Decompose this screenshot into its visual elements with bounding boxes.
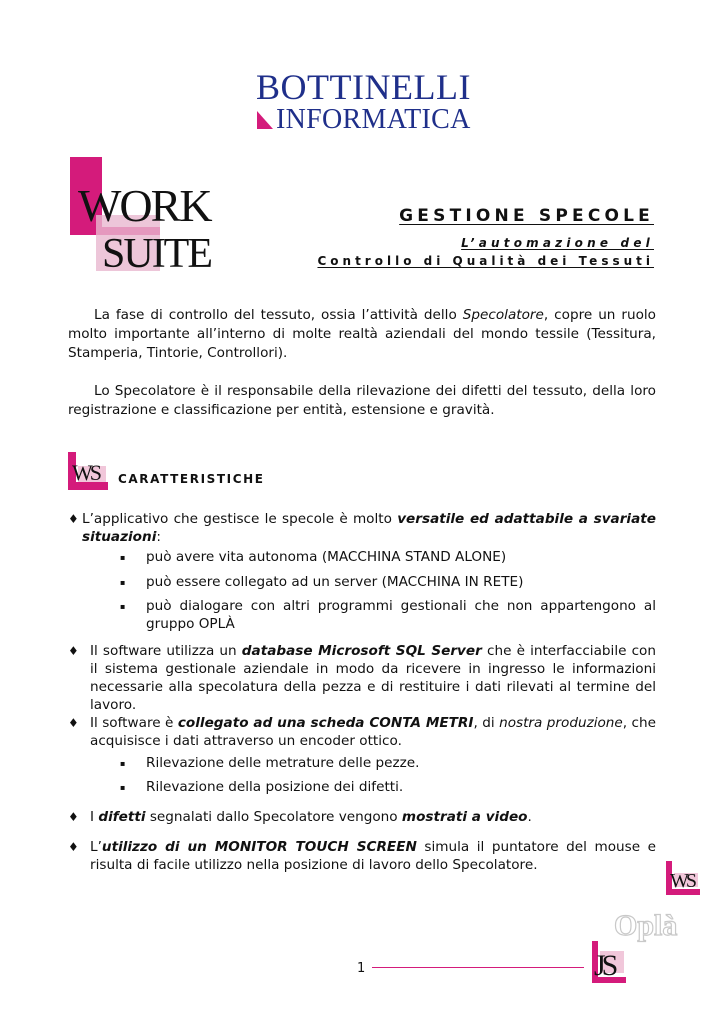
ws-section-icon-text: WS [72, 460, 99, 485]
worksuite-logo [68, 155, 230, 273]
footer-divider [372, 967, 584, 968]
section-title: CARATTERISTICHE [118, 472, 265, 486]
opla-logo-text: Oplà [614, 909, 678, 942]
feature-item: ♦ L’applicativo che gestisce le specole è molto versatile ed adattabile a svariate situazioni: [68, 511, 656, 545]
square-bullet-icon: ▪ [120, 602, 126, 611]
diamond-bullet-icon: ♦ [68, 840, 79, 854]
worksuite-word1: WORK [78, 180, 211, 231]
brand-name: BOTTINELLI [256, 67, 471, 107]
sub-list-item: ▪ Rilevazione delle metrature delle pezze. [120, 755, 420, 771]
feature-item: ♦ Il software è collegato ad una scheda CONTA METRI, di nostra produzione, che acquisisce i dati attraverso un encoder ottico. [68, 715, 656, 749]
diamond-bullet-icon: ♦ [68, 512, 79, 526]
square-bullet-icon: ▪ [120, 553, 126, 562]
page-number: 1 [357, 961, 366, 976]
sub-list-item: ▪ Rilevazione della posizione dei difetti. [120, 779, 404, 795]
page-subtitle-1: L’automazione del [461, 236, 654, 250]
sub-list-item: ▪ può essere collegato ad un server (MACCHINA IN RETE) [120, 574, 524, 590]
brand-subtitle: INFORMATICA [276, 104, 471, 135]
opla-logo [580, 855, 704, 983]
feature-item: ♦ Il software utilizza un database Microsoft SQL Server che è interfacciabile con il sistema gestionale aziendale in modo da ricevere in ingresso le informazioni necessarie alla specolatura della pezza e di restituire i dati rilevati al termine del lavoro. [68, 643, 656, 713]
worksuite-word2: SUITE [102, 231, 211, 273]
intro-paragraph-1: La fase di controllo del tessuto, ossia l’attività dello Specolatore, copre un ruolo molto importante all’interno di molte realtà aziendali del mondo tessile (Tessitura, Stamperia, Tintorie, Controllori). [68, 307, 656, 361]
feature-item: ♦ I difetti segnalati dallo Specolatore vengono mostrati a video. [68, 809, 532, 825]
page-title: GESTIONE SPECOLE [399, 206, 654, 226]
diamond-bullet-icon: ♦ [68, 716, 79, 730]
feature-item: ♦ L’utilizzo di un MONITOR TOUCH SCREEN simula il puntatore del mouse e risulta di facile utilizzo nella posizione di lavoro dello Specolatore. [68, 839, 656, 873]
ws-section-icon [68, 452, 108, 490]
page-subtitle-2: Controllo di Qualità dei Tessuti [317, 254, 654, 268]
intro-paragraph-2: Lo Specolatore è il responsabile della rilevazione dei difetti del tessuto, della loro registrazione e classificazione per entità, estensione e gravità. [68, 383, 656, 418]
svg-text:JS: JS [594, 949, 615, 982]
svg-text:WS: WS [670, 870, 694, 892]
square-bullet-icon: ▪ [120, 578, 126, 587]
diamond-bullet-icon: ♦ [68, 644, 79, 658]
brand-triangle-icon [257, 111, 273, 129]
diamond-bullet-icon: ♦ [68, 810, 79, 824]
square-bullet-icon: ▪ [120, 759, 126, 768]
sub-list-item: ▪ può dialogare con altri programmi gestionali che non appartengono al gruppo OPLÀ [120, 598, 656, 632]
sub-list-item: ▪ può avere vita autonoma (MACCHINA STAND ALONE) [120, 549, 507, 565]
square-bullet-icon: ▪ [120, 783, 126, 792]
